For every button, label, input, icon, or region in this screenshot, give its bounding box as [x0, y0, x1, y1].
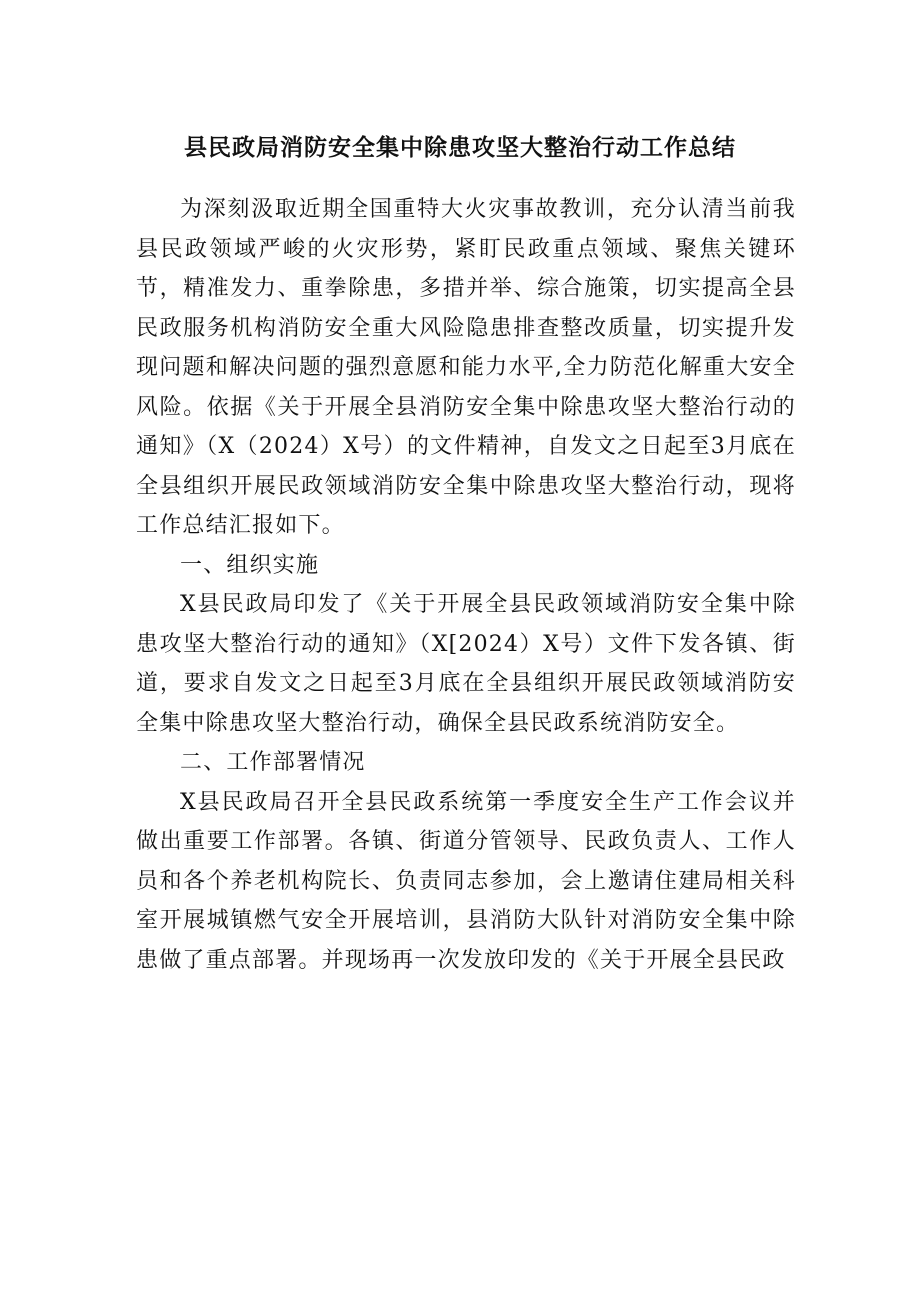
section-heading-organization: 一、组织实施: [180, 552, 320, 578]
section-heading-deployment: 二、工作部署情况: [180, 750, 366, 775]
document-body: [136, 190, 796, 980]
intro-paragraph: 为深刻汲取近期全国重特大火灾事故教训，充分认清当前我县民政领域严峻的火灾形势，紧盯民政重点领域、聚焦关键环节，精准发力、重拳除患，多措并举、综合施策，切实提高全县民政服务机构消防安全重大风险隐患排查整改质量，切实提升发现问题和解决问题的强烈意愿和能力水平,全力防范化解重大安全风险。依据《关于开展全县消防安全集中除患攻坚大整治行动的通知》（X（2024）X号）的文件精神，自发文之日起至3月底在全县组织开展民政领域消防安全集中除患攻坚大整治行动，现将工作总结汇报如下。: [136, 197, 796, 538]
document-title: 县民政局消防安全集中除患攻坚大整治行动工作总结: [184, 134, 736, 161]
section-paragraph-organization: X县民政局印发了《关于开展全县民政领域消防安全集中除患攻坚大整治行动的通知》（X[2024）X号）文件下发各镇、街道，要求自发文之日起至3月底在全县组织开展民政领域消防安全集中除患攻坚大整治行动，确保全县民政系统消防安全。: [136, 592, 796, 736]
section-paragraph-deployment: X县民政局召开全县民政系统第一季度安全生产工作会议并做出重要工作部署。各镇、街道分管领导、民政负责人、工作人员和各个养老机构院长、负责同志参加，会上邀请住建局相关科室开展城镇燃气安全开展培训，县消防大队针对消防安全集中除患做了重点部署。并现场再一次发放印发的《关于开展全县民政: [136, 789, 796, 973]
